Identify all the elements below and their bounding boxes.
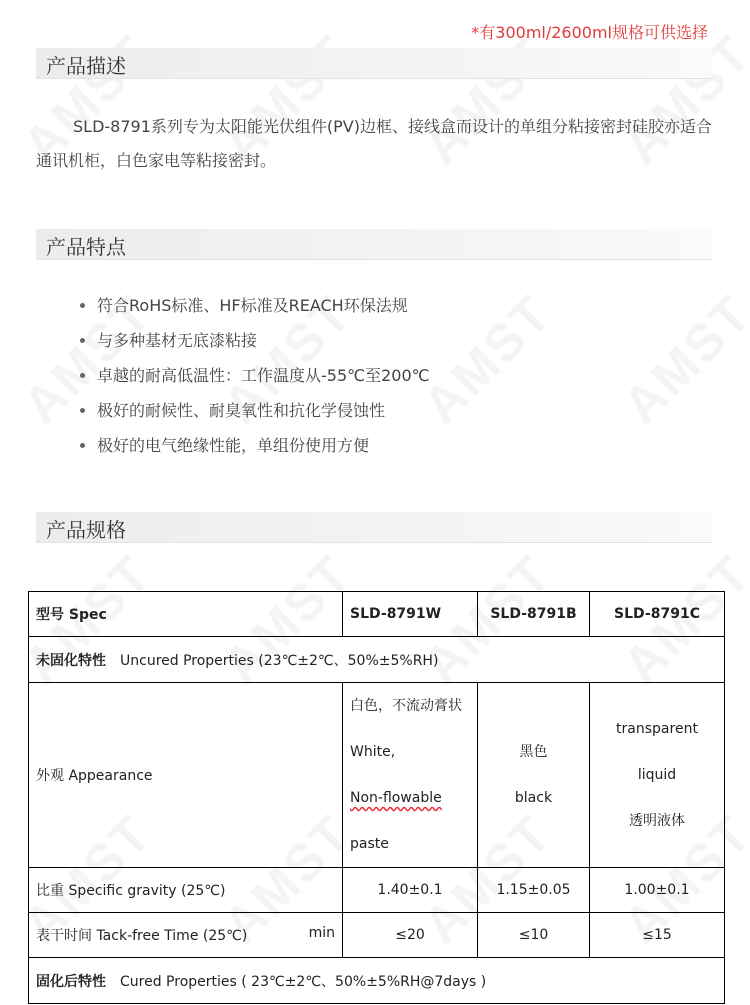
description-text: SLD-8791系列专为太阳能光伏组件(PV)边框、接线盒而设计的单组分粘接密封硅胶亦适合通讯机柜，白色家电等粘接密封。	[36, 117, 712, 170]
table-row	[29, 868, 725, 913]
cured-group-label: 固化后特性 Cured Properties ( 23℃±2℃、50%±5%RH@7days )	[29, 958, 725, 1004]
bullet-icon	[80, 338, 85, 343]
tackfree-c: ≤15	[590, 913, 725, 958]
model-c: SLD-8791C	[590, 592, 725, 637]
uncured-group-row	[29, 637, 725, 683]
section-title-text: 产品特点	[46, 235, 126, 259]
appearance-b: 黑色 black	[478, 683, 590, 868]
gravity-label: 比重 Specific gravity (25℃)	[29, 868, 343, 913]
feature-item: 与多种基材无底漆粘接	[80, 323, 430, 358]
header-spec-label: 型号 Spec	[29, 592, 343, 637]
section-title-features	[36, 229, 712, 260]
model-w: SLD-8791W	[343, 592, 478, 637]
table-row	[29, 913, 725, 958]
section-title-text: 产品规格	[46, 518, 126, 542]
section-title-text: 产品描述	[46, 54, 126, 78]
table-row	[29, 683, 725, 868]
section-title-spec	[36, 512, 712, 543]
section-title-description	[36, 48, 712, 79]
feature-item: 极好的耐候性、耐臭氧性和抗化学侵蚀性	[80, 393, 430, 428]
appearance-c: transparent liquid 透明液体	[590, 683, 725, 868]
feature-item: 卓越的耐高低温性：工作温度从-55℃至200℃	[80, 358, 430, 393]
volume-note: *有300ml/2600ml规格可供选择	[471, 23, 708, 42]
uncured-group-label: 未固化特性 Uncured Properties (23℃±2℃、50%±5%RH)	[29, 637, 725, 683]
feature-item: 符合RoHS标准、HF标准及REACH环保法规	[80, 288, 430, 323]
watermark	[412, 284, 564, 436]
gravity-c: 1.00±0.1	[590, 868, 725, 913]
tackfree-w: ≤20	[343, 913, 478, 958]
appearance-w: 白色，不流动膏状 White, Non-flowable paste	[343, 683, 478, 868]
watermark	[612, 284, 750, 436]
table-header-row	[29, 592, 725, 637]
model-b: SLD-8791B	[478, 592, 590, 637]
gravity-b: 1.15±0.05	[478, 868, 590, 913]
feature-item: 极好的电气绝缘性能，单组份使用方便	[80, 428, 430, 463]
tackfree-b: ≤10	[478, 913, 590, 958]
bullet-icon	[80, 443, 85, 448]
bullet-icon	[80, 408, 85, 413]
feature-list	[80, 288, 430, 463]
bullet-icon	[80, 373, 85, 378]
appearance-label: 外观 Appearance	[29, 683, 343, 868]
tackfree-label: min 表干时间 Tack-free Time (25℃)	[29, 913, 343, 958]
cured-group-row	[29, 958, 725, 1004]
gravity-w: 1.40±0.1	[343, 868, 478, 913]
spec-table	[28, 591, 725, 1004]
bullet-icon	[80, 303, 85, 308]
tackfree-unit: min	[308, 925, 335, 941]
